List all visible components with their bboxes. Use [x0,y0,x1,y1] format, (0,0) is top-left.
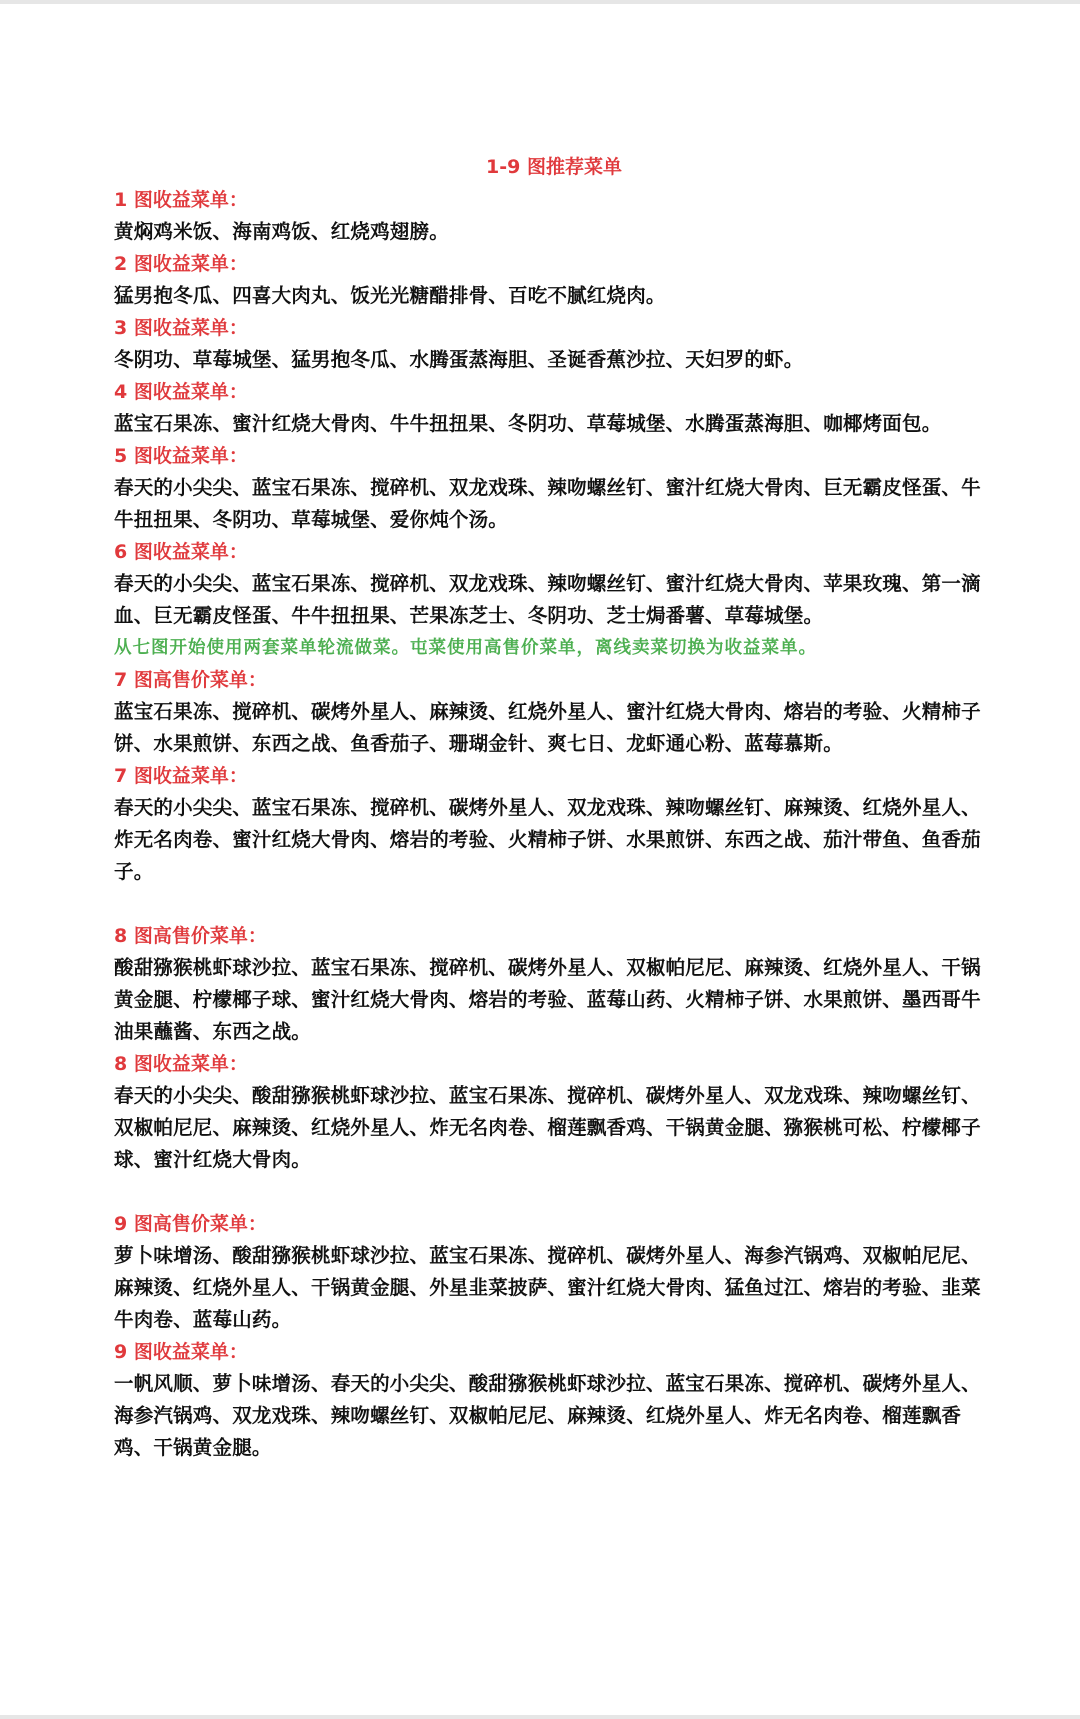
menu-section-9-income [114,1336,994,1464]
section-heading: 6 图收益菜单： [114,541,248,563]
section-items: 春天的小尖尖、蓝宝石果冻、搅碎机、碳烤外星人、双龙戏珠、辣吻螺丝钉、麻辣烫、红烧外星人、炸无名肉卷、蜜汁红烧大骨肉、熔岩的考验、火精柿子饼、水果煎饼、东西之战、茄汁带鱼、鱼香茄子。 [114,796,981,883]
rotation-note: 从七图开始使用两套菜单轮流做菜。屯菜使用高售价菜单，离线卖菜切换为收益菜单。 [114,638,817,658]
section-heading: 4 图收益菜单： [114,381,248,403]
menu-section-9-high-price [114,1208,994,1336]
section-heading: 1 图收益菜单： [114,189,248,211]
section-heading: 7 图高售价菜单： [114,669,267,691]
spacer [114,1176,994,1208]
menu-section-8-high-price [114,920,994,1048]
section-items: 猛男抱冬瓜、四喜大肉丸、饭光光糖醋排骨、百吃不腻红烧肉。 [114,284,666,307]
section-items: 蓝宝石果冻、搅碎机、碳烤外星人、麻辣烫、红烧外星人、蜜汁红烧大骨肉、熔岩的考验、火精柿子饼、水果煎饼、东西之战、鱼香茄子、珊瑚金针、爽七日、龙虾通心粉、蓝莓慕斯。 [114,700,981,755]
section-heading: 3 图收益菜单： [114,317,248,339]
section-items: 萝卜味增汤、酸甜猕猴桃虾球沙拉、蓝宝石果冻、搅碎机、碳烤外星人、海参汽锅鸡、双椒帕尼尼、麻辣烫、红烧外星人、干锅黄金腿、外星韭菜披萨、蜜汁红烧大骨肉、猛鱼过江、熔岩的考验、韭菜牛肉卷、蓝莓山药。 [114,1244,981,1331]
section-heading: 8 图高售价菜单： [114,925,267,947]
menu-section-3 [114,312,994,376]
menu-section-7-high-price [114,664,994,760]
bottom-border [0,1715,1080,1719]
section-items: 春天的小尖尖、酸甜猕猴桃虾球沙拉、蓝宝石果冻、搅碎机、碳烤外星人、双龙戏珠、辣吻螺丝钉、双椒帕尼尼、麻辣烫、红烧外星人、炸无名肉卷、榴莲飘香鸡、干锅黄金腿、猕猴桃可松、柠檬椰子球、蜜汁红烧大骨肉。 [114,1084,981,1171]
spacer [114,888,994,920]
menu-section-6 [114,536,994,632]
section-heading: 2 图收益菜单： [114,253,248,275]
page-title: 1-9 图推荐菜单 [486,156,622,178]
section-heading: 5 图收益菜单： [114,445,248,467]
document-body [114,150,994,1464]
section-items: 春天的小尖尖、蓝宝石果冻、搅碎机、双龙戏珠、辣吻螺丝钉、蜜汁红烧大骨肉、苹果玫瑰、第一滴血、巨无霸皮怪蛋、牛牛扭扭果、芒果冻芝士、冬阴功、芝士焗番薯、草莓城堡。 [114,572,981,627]
section-items: 一帆风顺、萝卜味增汤、春天的小尖尖、酸甜猕猴桃虾球沙拉、蓝宝石果冻、搅碎机、碳烤外星人、海参汽锅鸡、双龙戏珠、辣吻螺丝钉、双椒帕尼尼、麻辣烫、红烧外星人、炸无名肉卷、榴莲飘香鸡、干锅黄金腿。 [114,1372,981,1459]
section-heading: 8 图收益菜单： [114,1053,248,1075]
section-heading: 9 图高售价菜单： [114,1213,267,1235]
section-items: 蓝宝石果冻、蜜汁红烧大骨肉、牛牛扭扭果、冬阴功、草莓城堡、水腾蛋蒸海胆、咖椰烤面包。 [114,412,942,435]
menu-section-8-income [114,1048,994,1176]
top-border [0,0,1080,4]
menu-section-5 [114,440,994,536]
section-items: 黄焖鸡米饭、海南鸡饭、红烧鸡翅膀。 [114,220,449,243]
menu-section-7-income [114,760,994,888]
section-items: 酸甜猕猴桃虾球沙拉、蓝宝石果冻、搅碎机、碳烤外星人、双椒帕尼尼、麻辣烫、红烧外星人、干锅黄金腿、柠檬椰子球、蜜汁红烧大骨肉、熔岩的考验、蓝莓山药、火精柿子饼、水果煎饼、墨西哥牛油果蘸酱、东西之战。 [114,956,981,1043]
menu-section-1 [114,184,994,248]
section-items: 春天的小尖尖、蓝宝石果冻、搅碎机、双龙戏珠、辣吻螺丝钉、蜜汁红烧大骨肉、巨无霸皮怪蛋、牛牛扭扭果、冬阴功、草莓城堡、爱你炖个汤。 [114,476,981,531]
section-heading: 7 图收益菜单： [114,765,248,787]
section-heading: 9 图收益菜单： [114,1341,248,1363]
section-items: 冬阴功、草莓城堡、猛男抱冬瓜、水腾蛋蒸海胆、圣诞香蕉沙拉、天妇罗的虾。 [114,348,804,371]
menu-section-4 [114,376,994,440]
menu-section-2 [114,248,994,312]
